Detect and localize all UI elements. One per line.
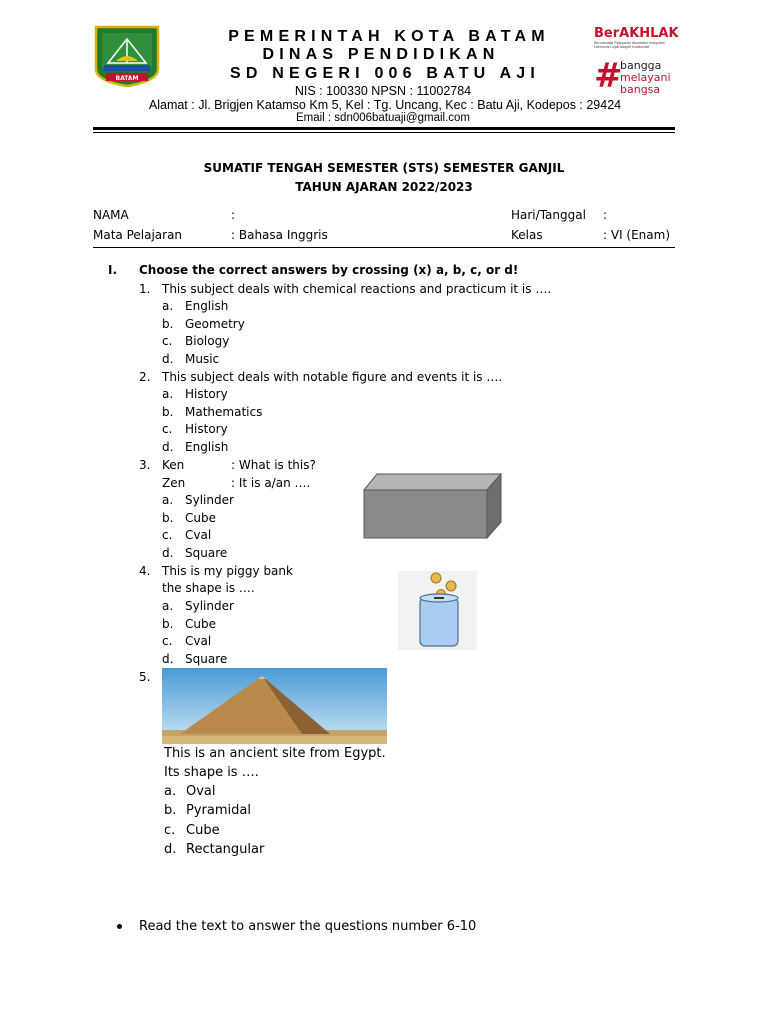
hari-field[interactable]: : bbox=[603, 208, 608, 222]
option-letter[interactable]: a. bbox=[164, 784, 177, 799]
option-letter[interactable]: b. bbox=[162, 617, 174, 631]
info-rule bbox=[93, 247, 675, 248]
header-government: PEMERINTAH KOTA BATAM bbox=[228, 28, 550, 45]
option-text: Mathematics bbox=[185, 405, 263, 419]
question-number: 3. bbox=[139, 458, 151, 472]
option-text: Music bbox=[185, 352, 220, 366]
option-text: Square bbox=[185, 546, 228, 560]
option-letter[interactable]: b. bbox=[162, 317, 174, 331]
option-text: Biology bbox=[185, 334, 230, 348]
bangga-melayani-logo bbox=[594, 56, 678, 98]
exam-title: SUMATIF TENGAH SEMESTER (STS) SEMESTER GANJIL bbox=[203, 161, 565, 175]
option-letter[interactable]: c. bbox=[162, 634, 173, 648]
option-letter[interactable]: a. bbox=[162, 599, 174, 613]
dialog-line: : What is this? bbox=[231, 458, 316, 472]
option-text: English bbox=[185, 440, 229, 454]
header-email: Email : sdn006batuaji@gmail.com bbox=[295, 112, 471, 124]
option-text: Cval bbox=[185, 634, 212, 648]
tagline-2: melayani bbox=[620, 71, 671, 84]
option-text: Rectangular bbox=[186, 842, 265, 857]
option-letter[interactable]: b. bbox=[162, 405, 174, 419]
option-text: Cube bbox=[185, 617, 216, 631]
option-text: Sylinder bbox=[185, 493, 234, 507]
header-nis: NIS : 100330 NPSN : 11002784 bbox=[294, 84, 472, 98]
mapel-label: Mata Pelajaran bbox=[93, 228, 183, 242]
nama-field[interactable]: : bbox=[231, 208, 236, 222]
header-rule-thick bbox=[93, 127, 675, 130]
option-letter[interactable]: c. bbox=[162, 422, 173, 436]
option-text: English bbox=[185, 299, 229, 313]
bullet-dot-icon bbox=[117, 924, 122, 929]
tagline-1: bangga bbox=[620, 59, 662, 72]
section-number: I. bbox=[108, 263, 118, 277]
option-text: Geometry bbox=[185, 317, 245, 331]
header-rule-thin bbox=[93, 132, 675, 133]
option-text: Pyramidal bbox=[186, 803, 251, 818]
nama-label: NAMA bbox=[93, 208, 129, 222]
dialog-speaker: Ken bbox=[162, 458, 185, 472]
question-text: This subject deals with notable figure and events it is …. bbox=[162, 370, 503, 384]
question-text: Its shape is …. bbox=[164, 765, 259, 780]
berakhlak-subtext: Berorientasi Pelayanan Akuntabel Kompeten Harmonis Loyal Adaptif Kolaboratif bbox=[594, 41, 666, 49]
question-text: This is my piggy bank bbox=[162, 564, 293, 578]
option-letter[interactable]: c. bbox=[162, 334, 173, 348]
header-department: DINAS PENDIDIKAN bbox=[262, 46, 500, 63]
piggy-bank-jar-image bbox=[398, 571, 477, 650]
option-text: Cube bbox=[185, 511, 216, 525]
option-text: Cube bbox=[186, 823, 220, 838]
berakhlak-text: BerAKHLAK bbox=[594, 26, 679, 41]
exam-year: TAHUN AJARAN 2022/2023 bbox=[295, 180, 473, 194]
option-text: Cval bbox=[185, 528, 212, 542]
option-letter[interactable]: c. bbox=[164, 823, 176, 838]
header-address: Alamat : Jl. Brigjen Katamso Km 5, Kel : Tg. Uncang, Kec : Batu Aji, Kodepos : 29424 bbox=[148, 98, 622, 112]
question-number: 2. bbox=[139, 370, 151, 384]
berakhlak-logo bbox=[594, 26, 678, 54]
svg-text:BATAM: BATAM bbox=[115, 75, 139, 82]
option-letter[interactable]: a. bbox=[162, 299, 174, 313]
dialog-speaker: Zen bbox=[162, 476, 186, 490]
question-text: This is an ancient site from Egypt. bbox=[164, 746, 386, 761]
header-school: SD NEGERI 006 BATU AJI bbox=[229, 65, 540, 82]
option-text: Oval bbox=[186, 784, 216, 799]
question-text: This subject deals with chemical reactions and practicum it is …. bbox=[162, 282, 552, 296]
option-text: Square bbox=[185, 652, 228, 666]
kelas-label: Kelas bbox=[511, 228, 543, 242]
cuboid-image bbox=[363, 473, 503, 539]
option-letter[interactable]: d. bbox=[162, 352, 174, 366]
option-letter[interactable]: a. bbox=[162, 387, 174, 401]
option-letter[interactable]: b. bbox=[162, 511, 174, 525]
option-text: Sylinder bbox=[185, 599, 234, 613]
option-letter[interactable]: d. bbox=[162, 652, 174, 666]
bullet-instruction: Read the text to answer the questions number 6-10 bbox=[139, 919, 477, 934]
option-letter[interactable]: d. bbox=[162, 440, 174, 454]
question-text: the shape is …. bbox=[162, 581, 255, 595]
question-number: 5. bbox=[139, 670, 151, 684]
question-number: 1. bbox=[139, 282, 151, 296]
option-letter[interactable]: b. bbox=[164, 803, 177, 818]
option-text: History bbox=[185, 387, 228, 401]
question-number: 4. bbox=[139, 564, 151, 578]
option-letter[interactable]: c. bbox=[162, 528, 173, 542]
hashtag-icon: # bbox=[594, 56, 623, 96]
option-letter[interactable]: d. bbox=[162, 546, 174, 560]
section-instruction: Choose the correct answers by crossing (x) a, b, c, or d! bbox=[139, 263, 519, 277]
pyramid-image bbox=[162, 668, 387, 744]
option-text: History bbox=[185, 422, 228, 436]
tagline-3: bangsa bbox=[620, 83, 661, 96]
kelas-value: : VI (Enam) bbox=[603, 228, 671, 242]
option-letter[interactable]: a. bbox=[162, 493, 174, 507]
dialog-line: : It is a/an …. bbox=[231, 476, 311, 490]
hari-label: Hari/Tanggal bbox=[511, 208, 586, 222]
mapel-value: : Bahasa Inggris bbox=[231, 228, 328, 242]
option-letter[interactable]: d. bbox=[164, 842, 177, 857]
